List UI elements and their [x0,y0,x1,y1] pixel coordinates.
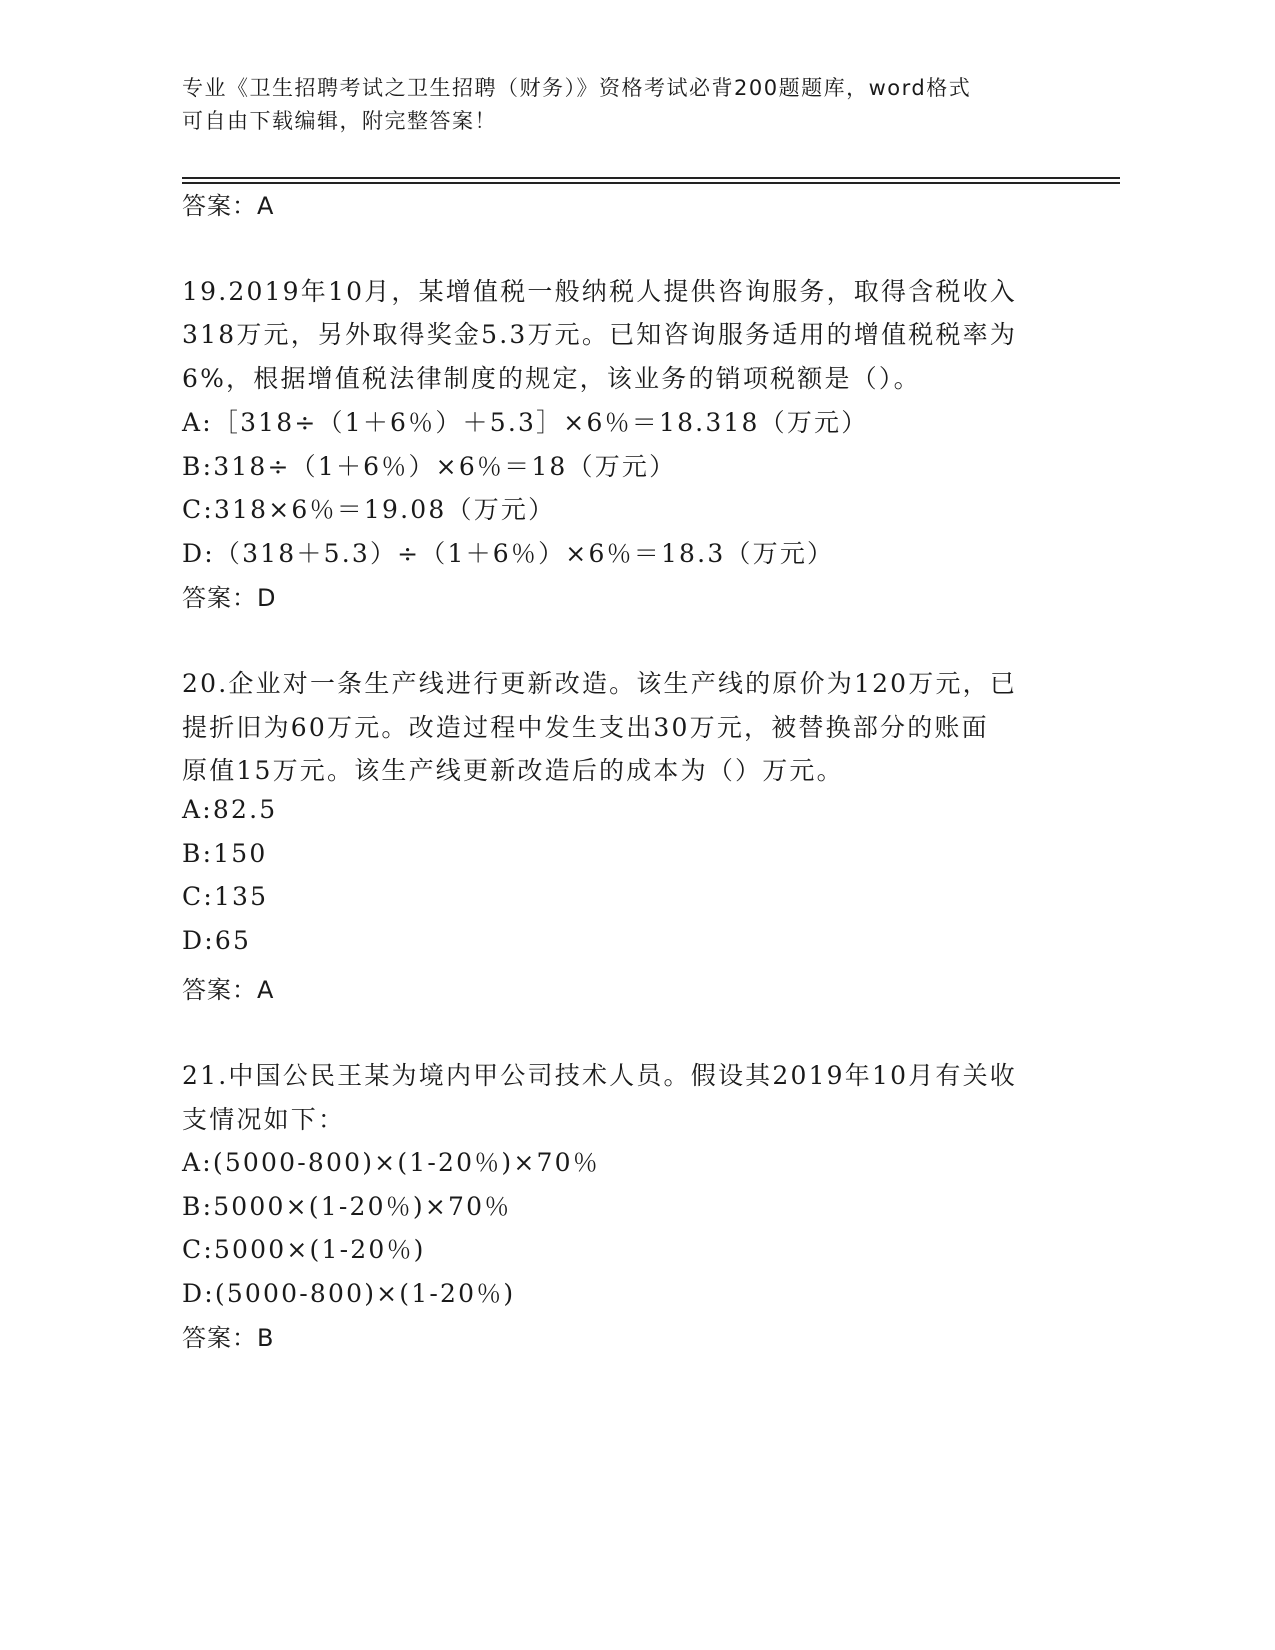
question-19-line-3: 6%，根据增值税法律制度的规定，该业务的销项税额是（）。 [182,364,921,393]
question-20-answer: 答案：A [182,976,275,1004]
question-19-option-a: A:［318÷（1＋6％）＋5.3］×6％＝18.318（万元） [182,408,869,437]
question-20-option-b: B:150 [182,839,268,868]
question-21-line-2: 支情况如下： [182,1105,346,1134]
header-divider-top [182,177,1120,179]
question-21-option-c: C:5000×(1-20％) [182,1235,426,1264]
question-19-answer: 答案：D [182,584,277,612]
question-19-line-2: 318万元，另外取得奖金5.3万元。已知咨询服务适用的增值税税率为 [182,320,1018,349]
question-20-option-c: C:135 [182,882,269,911]
question-20-option-d: D:65 [182,926,252,955]
question-21-line-1: 21.中国公民王某为境内甲公司技术人员。假设其2019年10月有关收 [182,1061,1017,1090]
question-19-line-1: 19.2019年10月，某增值税一般纳税人提供咨询服务，取得含税收入 [182,277,1017,306]
question-20-line-1: 20.企业对一条生产线进行更新改造。该生产线的原价为120万元，已 [182,669,1018,698]
header-line-1: 专业《卫生招聘考试之卫生招聘（财务）》资格考试必背200题题库，word格式 [182,76,972,100]
document-header [182,72,1062,138]
question-21-option-d: D:(5000-800)×(1-20％) [182,1279,516,1308]
question-19-option-d: D:（318＋5.3）÷（1＋6％）×6％＝18.3（万元） [182,539,835,568]
header-divider-bottom [182,182,1120,184]
question-21-option-b: B:5000×(1-20％)×70％ [182,1192,512,1221]
question-21-answer: 答案：B [182,1324,275,1352]
previous-answer: 答案：A [182,192,275,220]
question-21-option-a: A:(5000-800)×(1-20％)×70％ [182,1148,600,1177]
question-20-option-a: A:82.5 [182,795,278,824]
question-20-line-2: 提折旧为60万元。改造过程中发生支出30万元，被替换部分的账面 [182,713,989,742]
question-19-option-c: C:318×6％＝19.08（万元） [182,495,556,524]
header-line-2: 可自由下载编辑，附完整答案！ [182,109,497,133]
question-20-line-3: 原值15万元。该生产线更新改造后的成本为（）万元。 [182,756,844,785]
question-19-option-b: B:318÷（1＋6％）×6％＝18（万元） [182,452,677,481]
